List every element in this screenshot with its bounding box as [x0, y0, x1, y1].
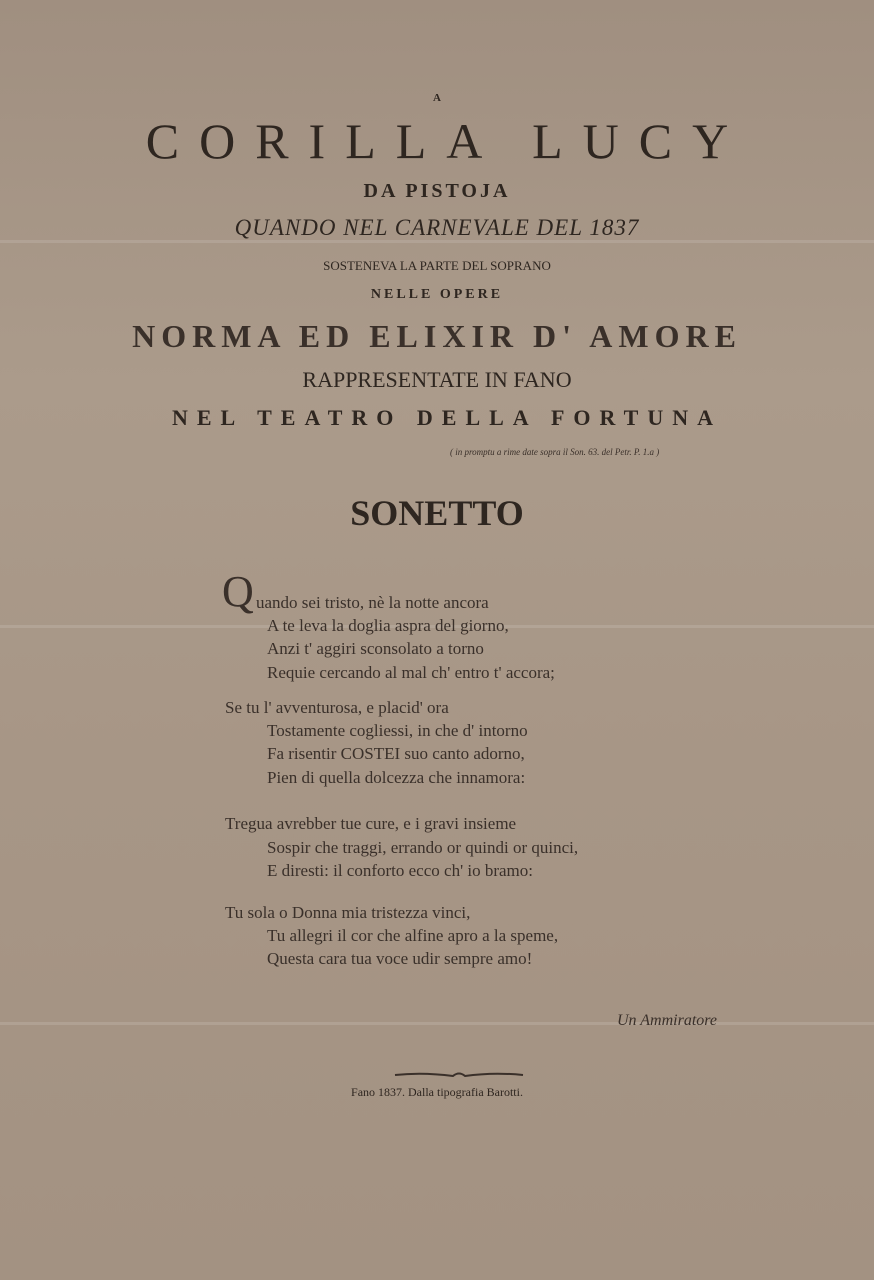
operas: NORMA ED ELIXIR D' AMORE	[132, 318, 742, 354]
verse-line: Questa cara tua voce udir sempre amo!	[267, 949, 533, 968]
dedication: A	[433, 92, 441, 104]
theatre: NEL TEATRO DELLA FORTUNA	[172, 405, 722, 430]
poem-title: SONETTO	[350, 493, 524, 533]
verse-line: Tu allegri il cor che alfine apro a la speme,	[267, 926, 559, 945]
verse-line: Pien di quella dolcezza che innamora:	[267, 768, 526, 787]
imprint: Fano 1837. Dalla tipografia Barotti.	[351, 1085, 523, 1099]
verse-line: E diresti: il conforto ecco ch' io bramo:	[267, 861, 534, 880]
verse-line: Requie cercando al mal ch' entro t' accora;	[267, 663, 555, 682]
verse-line: Tu sola o Donna mia tristezza vinci,	[225, 903, 471, 922]
note: ( in promptu a rime date sopra il Son. 63. del Petr. P. 1.a )	[450, 447, 660, 457]
verse-line: Sospir che traggi, errando or quindi or quinci,	[267, 838, 579, 857]
verse-line: Fa risentir COSTEI suo canto adorno,	[267, 744, 525, 763]
intro: NELLE OPERE	[370, 287, 504, 302]
honoree-name: CORILLA LUCY	[145, 113, 749, 169]
verse-line: Se tu l' avventurosa, e placid' ora	[225, 698, 449, 717]
occasion: QUANDO NEL CARNEVALE DEL 1837	[234, 215, 640, 240]
origin: DA PISTOJA	[363, 180, 511, 202]
paper-fold	[0, 1022, 874, 1025]
ornament-rule	[393, 1070, 525, 1080]
verse-line: A te leva la doglia aspra del giorno,	[267, 616, 509, 635]
performed: RAPPRESENTATE IN FANO	[302, 367, 572, 392]
verse-line: Tostamente cogliessi, in che d' intorno	[267, 721, 528, 740]
verse-line: Anzi t' aggiri sconsolato a torno	[267, 639, 484, 658]
verse-line: uando sei tristo, nè la notte ancora	[256, 593, 489, 612]
signature: Un Ammiratore	[617, 1012, 717, 1029]
role: SOSTENEVA LA PARTE DEL SOPRANO	[323, 258, 551, 273]
drop-cap: Q	[222, 567, 254, 616]
verse-line: Tregua avrebber tue cure, e i gravi insieme	[225, 814, 517, 833]
